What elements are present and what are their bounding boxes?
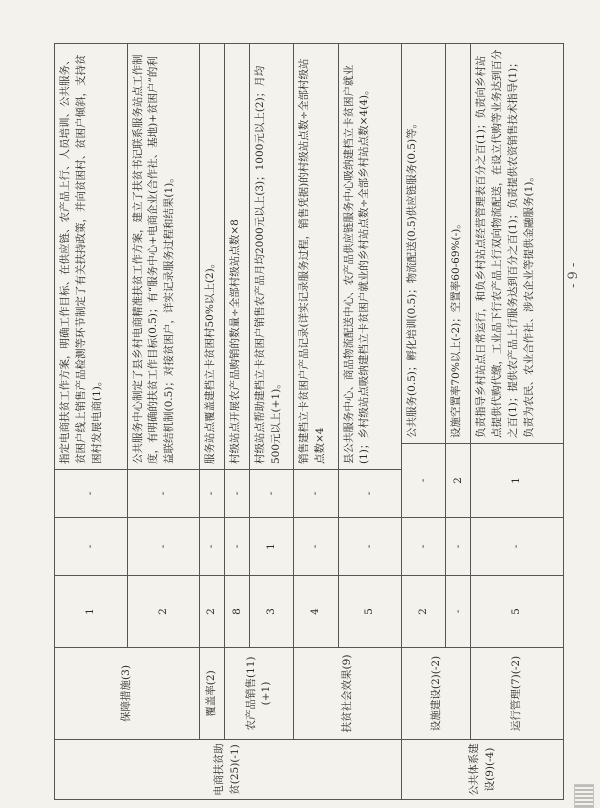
- score-cell: 3: [250, 576, 294, 648]
- score-cell: 2: [446, 444, 471, 518]
- score-cell: -: [294, 470, 338, 518]
- detail-cell: 县公共服务中心、商品物流配送中心、农产品供应链服务中心吸纳建档立卡贫困户就业(1)；乡村级站点吸纳建档立卡贫困户就业的乡村站点数÷全部乡村站点数×4(4)。: [338, 44, 402, 470]
- detail-cell: 村级站点开展农产品购销的数量÷全部村级站点数×8: [225, 44, 250, 470]
- qr-code-fragment: [574, 784, 594, 808]
- score-cell: -: [446, 518, 471, 576]
- score-cell: -: [200, 470, 225, 518]
- score-cell: -: [402, 444, 446, 518]
- score-cell: -: [294, 518, 338, 576]
- detail-cell: 服务站点覆盖建档立卡贫困村50%以上(2)。: [200, 44, 225, 470]
- score-cell: 1: [55, 576, 128, 648]
- score-cell: 8: [225, 576, 250, 648]
- detail-cell: 公共服务(0.5)；孵化培训(0.5)；物流配送(0.5)供应链服务(0.5)等。: [402, 44, 446, 444]
- score-cell: 2: [402, 576, 446, 648]
- score-cell: -: [250, 470, 294, 518]
- score-cell: -: [127, 470, 200, 518]
- sub-category-cell: 设施建设(2)(-2): [402, 648, 471, 740]
- score-cell: -: [127, 518, 200, 576]
- score-cell: -: [402, 518, 446, 576]
- category-cell: 电商扶贫助贫(25)(-1): [55, 740, 402, 800]
- detail-cell: 指定电商扶贫工作方案，明确工作目标、在供应链、农产品上行、人员培训、公共服务、贫困户线上销售产品检测等环节制定了有关扶持政策，并向贫困村、贫困户倾斜，支持贫困村发展电商(1)。: [55, 44, 128, 470]
- score-cell: -: [200, 518, 225, 576]
- sub-category-cell: 扶贫社会效果(9): [294, 648, 402, 740]
- sub-category-cell: 运行管理(7)(-2): [471, 648, 564, 740]
- score-cell: 5: [338, 576, 402, 648]
- score-cell: -: [225, 470, 250, 518]
- page-number: - 9 -: [566, 262, 581, 288]
- score-cell: -: [471, 518, 564, 576]
- score-cell: 1: [471, 444, 564, 518]
- table-row: [55, 44, 128, 800]
- score-cell: 5: [471, 576, 564, 648]
- table-row: [225, 44, 250, 800]
- score-cell: -: [338, 518, 402, 576]
- detail-cell: 村级站点帮助建档立卡贫困户销售农产品月均2000元以上(3)；1000元以上(2)；月均500元以上(+1)。: [250, 44, 294, 470]
- sub-category-cell: 农产品销售(11)(+1): [225, 648, 294, 740]
- evaluation-table: [54, 43, 564, 800]
- table-row: [402, 44, 446, 800]
- score-cell: 2: [200, 576, 225, 648]
- score-cell: -: [446, 576, 471, 648]
- sub-category-cell: 覆盖率(2): [200, 648, 225, 740]
- score-cell: 4: [294, 576, 338, 648]
- detail-cell: 负责指导乡村站点日常运行，和负乡村站点经营管理表百分之百(1)；负责向乡村站点提供代购代缴，工业品下行农产品上行双向物流配送，在设立代购等业务达到百分之百(1)；提供农产品上行服务达到百分之百(1)；负责提供农资销售技术指导(1)；负责为农民、农业合作社、涉农企业等提供金融服务(1)。: [471, 44, 564, 444]
- score-cell: -: [338, 470, 402, 518]
- table-row: [294, 44, 338, 800]
- score-cell: 2: [127, 576, 200, 648]
- score-cell: -: [225, 518, 250, 576]
- table-row: [471, 44, 564, 800]
- score-cell: -: [55, 518, 128, 576]
- detail-cell: 公共服务中心制定了县乡村电商精准扶贫工作方案，建立了扶贫书记联系服务站点工作制度，有明确的扶贫工作目标(0.5)；有“服务中心+电商企业(合作社、基地)+贫困户”的利益联结机制(0.5)；对接贫困户，详实记录服务过程和结果(1)。: [127, 44, 200, 470]
- detail-cell: 设施空置率70%以上(-2)；空置率60-69%(-)。: [446, 44, 471, 444]
- score-cell: -: [55, 470, 128, 518]
- score-cell: 1: [250, 518, 294, 576]
- detail-cell: 销售建档立卡贫困户产品记录(详实记录服务过程，销售凭据)的村级站点数÷全部村级站点数×4: [294, 44, 338, 470]
- sub-category-cell: 保障措施(3): [55, 648, 200, 740]
- category-cell: 公共体系建设(9)(-4): [402, 740, 564, 800]
- table-row: [200, 44, 225, 800]
